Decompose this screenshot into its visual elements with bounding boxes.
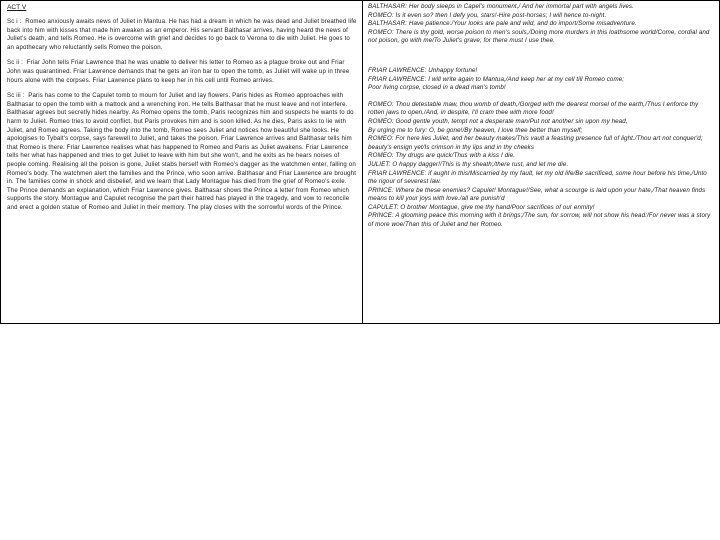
quote-group-2	[368, 67, 716, 93]
quote: FRIAR LAWRENCE: if aught in this/Miscarried by my fault, let my old life/Be sacrificed, some hour before his time,/Unto the rigour of severest law.	[368, 169, 707, 186]
quote: ROMEO: Thou detestable maw, thou womb of death,/Gorged with the dearest morsel of the earth,/Thus I enforce thy rotten jaws to open,/And, in despite, I'll cram thee with more food!	[368, 100, 699, 117]
scene-summary-3	[7, 92, 358, 212]
quote: PRINCE: Where be these enemies? Capulet! Montague!/See, what a scourge is laid upon your hate,/That heaven finds means to kill your joys with love./all are punish'd	[368, 186, 706, 203]
quotes-column	[362, 1, 719, 323]
scene-label: Sc ii :	[7, 59, 23, 67]
quote: BALTHASAR: Have patience:/Your looks are pale and wild, and do import/Some misadventure.	[368, 20, 637, 28]
quote: PRINCE: A glooming peace this morning with it brings;/The sun, for sorrow, will not show his head:/For never was a story of more woe/Than this of Juliet and her Romeo.	[368, 212, 711, 229]
quote: FRIAR LAWRENCE: I will write again to Mantua,/And keep her at my cell till Romeo come;	[368, 75, 625, 83]
quote: By urging me to fury: O, be gone!/By heaven, I love thee better than myself;	[368, 126, 583, 134]
scene-summary-2	[7, 59, 358, 85]
scene-text: Romeo anxiously awaits news of Juliet in Mantua. He has had a dream in which he was dead and Juliet breathed life back into him with kisses that made him awaken as an emperor. His servant Balthasar arrives, having heard the news of Juliet's death, and tells Romeo. He is overcome with grief and decides to go back to Verona to die with Juliet. He goes to an apothecary who reluctantly sells Romeo the poison.	[7, 18, 357, 51]
quote: ROMEO: Is it even so? then I defy you, stars!-Hire post-horses; I will hence to-night.	[368, 11, 607, 19]
scene-text: Paris has come to the Capulet tomb to mourn for Juliet and lay flowers. Paris hides as Romeo approaches with Balthasar to open the tomb with a mattock and a wrenching iron. He tells Balthasar that he must leave and not interfere. Balthasar agrees but secretly hides nearby. As Romeo opens the tomb, Paris recognizes him and suspects he wants to do harm to Juliet. Romeo tries to avoid conflict, but Paris provokes him and is soon killed. As he dies, Paris asks to lie with Juliet, and Romeo agrees. Taking the body into the tomb, Romeo sees Juliet and notices how beautiful she looks. He apologises to Tybalt's corpse, says farewell to Juliet, and takes the poison. Friar Lawrence arrives and Balthasar tells him that Romeo is there. Friar Lawrence realises what has happened to Romeo and Paris as Juliet awakens. Friar Lawrence tells her what has happened and tries to get Juliet to leave with him but she won't, and he exits as he hears noises of people coming. Realising all the poison is gone, Juliet stabs herself with Romeo's dagger as the watchmen enter, falling on Romeo's body. The watchmen alert the families and the Prince, who soon arrive. Balthasar and Friar Lawrence are brought in. The families come in shock and disbelief, and we learn that Lady Montague has died from the grief of Romeo's exile. The Prince demands an explanation, which Friar Lawrence gives. Balthasar shows the Prince a letter from Romeo which supports the story. Montague and Capulet recognise the part their hatred has played in the tragedy, and vow to reconcile and erect a golden statue of Romeo and Juliet in their memory. The play closes with the sorrowful words of the Prince.	[7, 92, 357, 211]
scene-label: Sc iii :	[7, 92, 25, 100]
quote: Poor living corpse, closed in a dead man's tomb!	[368, 84, 506, 92]
quote: CAPULET: O brother Montague, give me thy hand/Poor sacrifices of our enmity!	[368, 203, 595, 211]
quote: ROMEO: For here lies Juliet, and her beauty makes/This vault a feasting presence full of light./Thou art not conquer'd; beauty's ensign yet/Is crimson in thy lips and in thy cheeks	[368, 135, 703, 151]
quote: ROMEO: Good gentle youth, tempt not a desperate man/Put not another sin upon my head,	[368, 117, 628, 125]
scene-summary-1	[7, 18, 358, 52]
quote-group-1	[368, 3, 716, 46]
quote: BALTHASAR: Her body sleeps in Capel's monument,/ And her immortal part with angels lives.	[368, 3, 634, 10]
act-title: ACT V	[7, 4, 27, 11]
quote: ROMEO: There is thy gold, worse poison to men's souls,/Doing more murders in this loathsome world/Come, cordial and not poison, go with me/To Juliet's grave; for there must I use thee.	[368, 28, 710, 45]
spacer	[368, 46, 716, 67]
scene-text: Friar John tells Friar Lawrence that he was unable to deliver his letter to Romeo as a plague broke out and Friar John was quarantined. Friar Lawrence demands that he gets an iron bar to open the tomb, as Juliet will wake up in three hours alone with the corpses. Friar Lawrence plans to keep her in his cell until Romeo arrives.	[7, 59, 350, 84]
quote: JULIET: O happy dagger!/This is thy sheath;/there rust, and let me die.	[368, 160, 569, 168]
quote: ROMEO: Thy drugs are quick/Thus with a kiss I die.	[368, 152, 516, 160]
summary-column	[1, 1, 361, 323]
quote-group-3	[368, 101, 716, 230]
quote: FRIAR LAWRENCE: Unhappy fortune!	[368, 66, 478, 74]
spacer	[368, 93, 716, 101]
scene-label: Sc i :	[7, 18, 22, 25]
